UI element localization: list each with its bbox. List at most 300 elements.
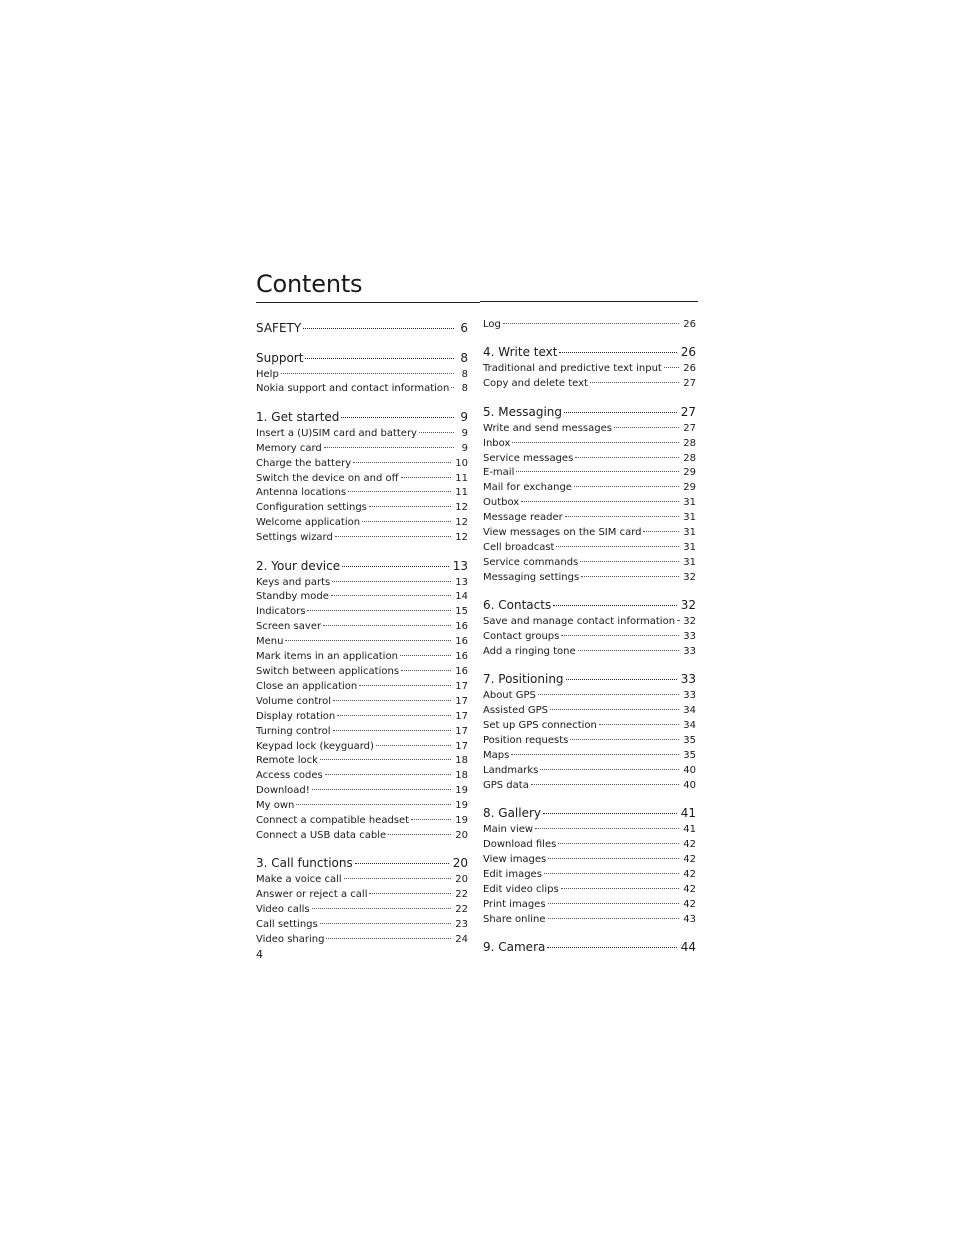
toc-entry-connect-a-usb-data-cable[interactable] bbox=[256, 829, 468, 844]
dot-leader bbox=[535, 828, 679, 829]
toc-entry-label: Main view bbox=[483, 824, 534, 836]
toc-page-number: 44 bbox=[680, 940, 696, 955]
toc-page-number: 19 bbox=[455, 815, 468, 827]
toc-page-number: 31 bbox=[683, 527, 696, 539]
toc-page-number: 12 bbox=[455, 517, 468, 529]
toc-heading-1-get-started[interactable] bbox=[256, 407, 468, 427]
dot-leader bbox=[307, 610, 451, 611]
toc-heading-6-contacts[interactable] bbox=[483, 595, 696, 615]
toc-entry-label: Contact groups bbox=[483, 631, 560, 643]
toc-page-number: 13 bbox=[452, 558, 468, 573]
toc-section bbox=[483, 803, 696, 927]
toc-entry-download-files[interactable] bbox=[483, 838, 696, 853]
toc-page-number: 18 bbox=[455, 755, 468, 767]
toc-entry-traditional-and-predictive-text-input[interactable] bbox=[483, 362, 696, 377]
toc-page-number: 17 bbox=[455, 695, 468, 707]
toc-right-column bbox=[483, 318, 696, 967]
toc-entry-label: Switch between applications bbox=[256, 666, 400, 677]
toc-entry-label: Indicators bbox=[256, 606, 306, 618]
toc-entry-mark-items-in-an-application[interactable] bbox=[256, 650, 468, 665]
toc-entry-menu[interactable] bbox=[256, 635, 468, 650]
toc-entry-charge-the-battery[interactable] bbox=[256, 457, 468, 472]
toc-section bbox=[256, 407, 468, 546]
toc-page-number: 33 bbox=[680, 672, 696, 687]
toc-entry-label: My own bbox=[256, 800, 295, 812]
toc-entry-label: Maps bbox=[483, 750, 510, 762]
toc-page-number: 8 bbox=[460, 350, 468, 365]
toc-section bbox=[256, 318, 468, 338]
toc-entry-label: Nokia support and contact information bbox=[256, 383, 450, 395]
dot-leader bbox=[543, 813, 677, 814]
dot-leader bbox=[342, 566, 449, 567]
toc-entry-edit-video-clips[interactable] bbox=[483, 883, 696, 898]
toc-entry-label: Display rotation bbox=[256, 710, 336, 722]
toc-entry-label: Keys and parts bbox=[256, 576, 331, 588]
toc-entry-label: Outbox bbox=[483, 497, 520, 509]
toc-heading-label: 6. Contacts bbox=[483, 598, 552, 613]
toc-page-number: 27 bbox=[683, 422, 696, 434]
toc-entry-video-calls[interactable] bbox=[256, 903, 468, 918]
toc-page-number: 43 bbox=[683, 913, 696, 925]
toc-section bbox=[483, 402, 696, 586]
dot-leader bbox=[400, 655, 451, 656]
toc-entry-label: View images bbox=[483, 854, 547, 866]
toc-page-number: 33 bbox=[683, 646, 696, 657]
toc-page-number: 8 bbox=[461, 368, 468, 380]
toc-entry-label: Configuration settings bbox=[256, 502, 367, 514]
dot-leader bbox=[548, 903, 680, 904]
toc-entry-label: Welcome application bbox=[256, 517, 361, 529]
dot-leader bbox=[388, 834, 451, 835]
toc-page-number: 41 bbox=[680, 806, 696, 821]
toc-entry-label: Cell broadcast bbox=[483, 541, 555, 553]
toc-entry-label: Add a ringing tone bbox=[483, 646, 576, 657]
toc-entry-contact-groups[interactable] bbox=[483, 630, 696, 645]
dot-leader bbox=[333, 700, 451, 701]
toc-page-number: 33 bbox=[683, 631, 696, 643]
toc-heading-label: 9. Camera bbox=[483, 940, 546, 955]
dot-leader bbox=[544, 873, 679, 874]
toc-entry-label: Inbox bbox=[483, 437, 511, 449]
toc-entry-label: Share online bbox=[483, 913, 546, 925]
dot-leader bbox=[664, 367, 679, 368]
toc-entry-label: About GPS bbox=[483, 690, 536, 702]
toc-section bbox=[483, 318, 696, 333]
dot-leader bbox=[548, 858, 679, 859]
toc-entry-gps-data[interactable] bbox=[483, 779, 696, 794]
dot-leader bbox=[574, 486, 679, 487]
dot-leader bbox=[575, 457, 679, 458]
toc-entry-label: Download files bbox=[483, 839, 557, 851]
toc-section bbox=[256, 853, 468, 948]
toc-section bbox=[256, 556, 468, 844]
dot-leader bbox=[511, 754, 679, 755]
dot-leader bbox=[355, 863, 449, 864]
dot-leader bbox=[296, 804, 451, 805]
toc-page-number: 29 bbox=[683, 467, 696, 479]
dot-leader bbox=[590, 382, 679, 383]
toc-heading-8-gallery[interactable] bbox=[483, 803, 696, 823]
toc-entry-inbox[interactable] bbox=[483, 437, 696, 452]
dot-leader bbox=[516, 471, 679, 472]
title-rule-left bbox=[256, 302, 480, 303]
toc-page-number: 34 bbox=[683, 705, 696, 717]
toc-entry-label: Set up GPS connection bbox=[483, 720, 597, 732]
toc-page-number: 16 bbox=[455, 621, 468, 633]
toc-page-number: 23 bbox=[455, 919, 468, 931]
toc-entry-label: Copy and delete text bbox=[483, 378, 588, 390]
toc-entry-insert-a-u-sim-card-and-battery[interactable] bbox=[256, 427, 468, 442]
dot-leader bbox=[503, 323, 679, 324]
toc-heading-5-messaging[interactable] bbox=[483, 402, 696, 422]
toc-page-number: 17 bbox=[455, 740, 468, 752]
toc-page-number: 12 bbox=[455, 502, 468, 514]
toc-page-number: 19 bbox=[455, 785, 468, 797]
toc-page-number: 27 bbox=[683, 378, 696, 390]
toc-entry-label: Screen saver bbox=[256, 621, 322, 633]
toc-page-number: 27 bbox=[680, 404, 696, 419]
toc-entry-label: Remote lock bbox=[256, 755, 318, 767]
toc-entry-call-settings[interactable] bbox=[256, 918, 468, 933]
toc-entry-label: Answer or reject a call bbox=[256, 889, 368, 901]
toc-heading-label: 5. Messaging bbox=[483, 404, 563, 419]
page-title: Contents bbox=[256, 270, 363, 298]
toc-entry-mail-for-exchange[interactable] bbox=[483, 481, 696, 496]
toc-entry-my-own[interactable] bbox=[256, 799, 468, 814]
toc-entry-settings-wizard[interactable] bbox=[256, 531, 468, 546]
toc-page-number: 20 bbox=[455, 874, 468, 886]
toc-section bbox=[483, 595, 696, 660]
toc-page-number: 32 bbox=[683, 571, 696, 583]
toc-entry-welcome-application[interactable] bbox=[256, 516, 468, 531]
toc-entry-label: Video sharing bbox=[256, 934, 325, 945]
toc-page-number: 42 bbox=[683, 854, 696, 866]
dot-leader bbox=[531, 784, 679, 785]
toc-entry-label: Service messages bbox=[483, 452, 574, 464]
toc-entry-view-messages-on-the-sim-card[interactable] bbox=[483, 526, 696, 541]
toc-entry-access-codes[interactable] bbox=[256, 769, 468, 784]
toc-heading-3-call-functions[interactable] bbox=[256, 853, 468, 873]
toc-page-number: 20 bbox=[452, 856, 468, 871]
dot-leader bbox=[558, 843, 679, 844]
toc-entry-print-images[interactable] bbox=[483, 898, 696, 913]
dot-leader bbox=[614, 427, 679, 428]
toc-entry-label: Service commands bbox=[483, 556, 579, 568]
toc-page-number: 31 bbox=[683, 497, 696, 509]
toc-entry-service-messages[interactable] bbox=[483, 452, 696, 467]
dot-leader bbox=[320, 759, 451, 760]
dot-leader bbox=[643, 531, 679, 532]
toc-page-number: 33 bbox=[683, 690, 696, 702]
toc-page-number: 42 bbox=[683, 868, 696, 880]
dot-leader bbox=[566, 679, 677, 680]
toc-entry-label: Call settings bbox=[256, 919, 318, 931]
toc-entry-configuration-settings[interactable] bbox=[256, 501, 468, 516]
toc-page-number: 14 bbox=[455, 591, 468, 603]
dot-leader bbox=[331, 595, 451, 596]
toc-entry-label: View messages on the SIM card bbox=[483, 527, 642, 539]
toc-entry-label: Position requests bbox=[483, 735, 569, 747]
toc-page-number: 26 bbox=[680, 345, 696, 360]
dot-leader bbox=[451, 387, 454, 388]
dot-leader bbox=[344, 878, 452, 879]
toc-entry-label: Keypad lock (keyguard) bbox=[256, 740, 374, 752]
toc-entry-cell-broadcast[interactable] bbox=[483, 541, 696, 556]
dot-leader bbox=[353, 462, 451, 463]
toc-heading-label: Support bbox=[256, 350, 304, 365]
toc-entry-standby-mode[interactable] bbox=[256, 590, 468, 605]
dot-leader bbox=[565, 516, 679, 517]
dot-leader bbox=[303, 328, 454, 329]
toc-page-number: 35 bbox=[683, 735, 696, 747]
toc-entry-label: Connect a USB data cable bbox=[256, 829, 387, 841]
toc-page-number: 20 bbox=[455, 829, 468, 841]
toc-entry-indicators[interactable] bbox=[256, 605, 468, 620]
dot-leader bbox=[369, 506, 451, 507]
toc-heading-label: 7. Positioning bbox=[483, 672, 564, 687]
toc-page-number: 26 bbox=[683, 319, 696, 330]
toc-page-number: 6 bbox=[460, 321, 468, 335]
dot-leader bbox=[677, 620, 679, 621]
dot-leader bbox=[548, 918, 680, 919]
toc-entry-edit-images[interactable] bbox=[483, 868, 696, 883]
toc-page-number: 22 bbox=[455, 889, 468, 901]
toc-page-number: 31 bbox=[683, 556, 696, 568]
toc-page-number: 40 bbox=[683, 764, 696, 776]
toc-page-number: 16 bbox=[455, 651, 468, 663]
toc-entry-answer-or-reject-a-call[interactable] bbox=[256, 888, 468, 903]
toc-entry-label: Access codes bbox=[256, 770, 323, 782]
dot-leader bbox=[570, 739, 679, 740]
toc-entry-label: E-mail bbox=[483, 467, 515, 479]
toc-page-number: 12 bbox=[455, 532, 468, 544]
dot-leader bbox=[401, 670, 451, 671]
toc-entry-label: Help bbox=[256, 368, 279, 380]
title-rule-right bbox=[480, 301, 698, 302]
toc-entry-outbox[interactable] bbox=[483, 496, 696, 511]
dot-leader bbox=[335, 536, 451, 537]
toc-heading-2-your-device[interactable] bbox=[256, 556, 468, 576]
dot-leader bbox=[323, 625, 451, 626]
toc-entry-label: Edit images bbox=[483, 868, 542, 880]
toc-entry-label: Mark items in an application bbox=[256, 651, 398, 663]
toc-page-number: 34 bbox=[683, 720, 696, 732]
dot-leader bbox=[376, 745, 451, 746]
toc-heading-label: 8. Gallery bbox=[483, 806, 542, 821]
toc-page-number: 15 bbox=[455, 606, 468, 618]
toc-entry-screen-saver[interactable] bbox=[256, 620, 468, 635]
toc-entry-label: Charge the battery bbox=[256, 457, 352, 469]
toc-entry-memory-card[interactable] bbox=[256, 442, 468, 457]
toc-entry-save-and-manage-contact-information[interactable] bbox=[483, 615, 696, 630]
dot-leader bbox=[332, 581, 451, 582]
toc-entry-help[interactable] bbox=[256, 368, 468, 383]
dot-leader bbox=[512, 442, 679, 443]
toc-page-number: 26 bbox=[683, 363, 696, 375]
dot-leader bbox=[559, 352, 676, 353]
toc-page-number: 9 bbox=[460, 409, 468, 424]
toc-page-number: 9 bbox=[461, 427, 468, 439]
toc-entry-label: Antenna locations bbox=[256, 487, 347, 499]
toc-entry-label: Assisted GPS bbox=[483, 705, 548, 717]
toc-entry-keypad-lock-keyguard[interactable] bbox=[256, 740, 468, 755]
toc-page-number: 29 bbox=[683, 482, 696, 494]
toc-entry-label: Switch the device on and off bbox=[256, 472, 399, 484]
toc-entry-label: Messaging settings bbox=[483, 571, 580, 583]
toc-entry-switch-between-applications[interactable] bbox=[256, 665, 468, 680]
toc-heading-label: SAFETY bbox=[256, 321, 302, 335]
toc-page-number: 40 bbox=[683, 779, 696, 791]
toc-entry-assisted-gps[interactable] bbox=[483, 704, 696, 719]
dot-leader bbox=[538, 694, 679, 695]
toc-page-number: 16 bbox=[455, 666, 468, 677]
toc-entry-set-up-gps-connection[interactable] bbox=[483, 719, 696, 734]
toc-entry-download[interactable] bbox=[256, 784, 468, 799]
toc-heading-label: 2. Your device bbox=[256, 558, 341, 573]
toc-entry-video-sharing[interactable] bbox=[256, 933, 468, 948]
toc-entry-log[interactable] bbox=[483, 318, 696, 333]
toc-page-number: 35 bbox=[683, 750, 696, 762]
toc-page-number: 11 bbox=[455, 487, 468, 499]
dot-leader bbox=[320, 923, 452, 924]
toc-entry-position-requests[interactable] bbox=[483, 734, 696, 749]
toc-page-number: 22 bbox=[455, 904, 468, 916]
toc-entry-label: Message reader bbox=[483, 512, 563, 524]
dot-leader bbox=[312, 789, 452, 790]
toc-entry-connect-a-compatible-headset[interactable] bbox=[256, 814, 468, 829]
toc-entry-e-mail[interactable] bbox=[483, 466, 696, 481]
dot-leader bbox=[550, 709, 679, 710]
dot-leader bbox=[312, 908, 452, 909]
toc-entry-label: GPS data bbox=[483, 779, 529, 791]
toc-heading-7-positioning[interactable] bbox=[483, 669, 696, 689]
toc-entry-label: Download! bbox=[256, 785, 310, 797]
dot-leader bbox=[325, 774, 452, 775]
toc-section bbox=[483, 669, 696, 793]
page-number: 4 bbox=[256, 948, 263, 961]
toc-page-number: 10 bbox=[455, 457, 468, 469]
toc-heading-safety[interactable] bbox=[256, 318, 468, 338]
dot-leader bbox=[547, 947, 676, 948]
toc-entry-service-commands[interactable] bbox=[483, 556, 696, 571]
toc-entry-label: Traditional and predictive text input bbox=[483, 363, 662, 375]
dot-leader bbox=[333, 730, 452, 731]
toc-heading-4-write-text[interactable] bbox=[483, 342, 696, 362]
toc-left-column bbox=[256, 318, 468, 957]
toc-entry-switch-the-device-on-and-off[interactable] bbox=[256, 472, 468, 487]
toc-entry-remote-lock[interactable] bbox=[256, 754, 468, 769]
toc-entry-label: Write and send messages bbox=[483, 422, 612, 434]
toc-entry-label: Mail for exchange bbox=[483, 482, 572, 494]
toc-entry-copy-and-delete-text[interactable] bbox=[483, 377, 696, 392]
toc-page-number: 28 bbox=[683, 452, 696, 464]
toc-page-number: 32 bbox=[680, 598, 696, 613]
toc-section bbox=[483, 342, 696, 392]
toc-page-number: 19 bbox=[455, 800, 468, 812]
dot-leader bbox=[521, 501, 679, 502]
toc-entry-label: Volume control bbox=[256, 695, 332, 707]
toc-heading-9-camera[interactable] bbox=[483, 937, 696, 957]
dot-leader bbox=[305, 358, 454, 359]
toc-entry-close-an-application[interactable] bbox=[256, 680, 468, 695]
toc-entry-label: Connect a compatible headset bbox=[256, 815, 410, 827]
toc-entry-about-gps[interactable] bbox=[483, 689, 696, 704]
toc-entry-view-images[interactable] bbox=[483, 853, 696, 868]
dot-leader bbox=[540, 769, 679, 770]
toc-page-number: 42 bbox=[683, 839, 696, 851]
toc-page-number: 28 bbox=[683, 437, 696, 449]
toc-heading-label: 1. Get started bbox=[256, 409, 340, 424]
toc-entry-label: Landmarks bbox=[483, 764, 539, 776]
toc-entry-nokia-support-and-contact-information[interactable] bbox=[256, 382, 468, 397]
toc-entry-share-online[interactable] bbox=[483, 913, 696, 928]
toc-page-number: 24 bbox=[455, 934, 468, 945]
toc-page-number: 32 bbox=[683, 616, 696, 628]
toc-page-number: 17 bbox=[455, 710, 468, 722]
toc-entry-message-reader[interactable] bbox=[483, 511, 696, 526]
dot-leader bbox=[556, 546, 679, 547]
toc-page-number: 17 bbox=[455, 725, 468, 737]
toc-entry-display-rotation[interactable] bbox=[256, 710, 468, 725]
toc-entry-label: Log bbox=[483, 319, 501, 330]
dot-leader bbox=[561, 888, 680, 889]
toc-entry-write-and-send-messages[interactable] bbox=[483, 422, 696, 437]
dot-leader bbox=[337, 715, 451, 716]
dot-leader bbox=[369, 893, 451, 894]
toc-entry-label: Close an application bbox=[256, 680, 358, 692]
toc-page-number: 9 bbox=[461, 442, 468, 454]
dot-leader bbox=[401, 477, 452, 478]
toc-section bbox=[483, 937, 696, 957]
toc-entry-maps[interactable] bbox=[483, 749, 696, 764]
toc-entry-label: Edit video clips bbox=[483, 883, 559, 895]
dot-leader bbox=[553, 605, 677, 606]
dot-leader bbox=[411, 819, 451, 820]
toc-page-number: 31 bbox=[683, 541, 696, 553]
toc-entry-antenna-locations[interactable] bbox=[256, 486, 468, 501]
toc-entry-messaging-settings[interactable] bbox=[483, 571, 696, 586]
toc-entry-label: Standby mode bbox=[256, 591, 329, 603]
dot-leader bbox=[580, 561, 679, 562]
toc-entry-label: Settings wizard bbox=[256, 532, 333, 544]
toc-heading-label: 3. Call functions bbox=[256, 856, 353, 871]
toc-page-number: 13 bbox=[455, 576, 468, 588]
toc-entry-volume-control[interactable] bbox=[256, 695, 468, 710]
toc-entry-turning-control[interactable] bbox=[256, 725, 468, 740]
toc-entry-add-a-ringing-tone[interactable] bbox=[483, 645, 696, 660]
toc-entry-keys-and-parts[interactable] bbox=[256, 576, 468, 591]
toc-entry-make-a-voice-call[interactable] bbox=[256, 873, 468, 888]
dot-leader bbox=[578, 650, 680, 651]
toc-entry-label: Print images bbox=[483, 898, 546, 910]
toc-heading-label: 4. Write text bbox=[483, 345, 558, 360]
toc-entry-main-view[interactable] bbox=[483, 823, 696, 838]
toc-page-number: 16 bbox=[455, 636, 468, 648]
dot-leader bbox=[419, 432, 454, 433]
toc-heading-support[interactable] bbox=[256, 348, 468, 368]
toc-entry-label: Insert a (U)SIM card and battery bbox=[256, 427, 417, 439]
dot-leader bbox=[362, 521, 451, 522]
dot-leader bbox=[581, 576, 679, 577]
dot-leader bbox=[564, 412, 677, 413]
toc-page-number: 18 bbox=[455, 770, 468, 782]
dot-leader bbox=[285, 640, 451, 641]
dot-leader bbox=[281, 373, 454, 374]
toc-entry-landmarks[interactable] bbox=[483, 764, 696, 779]
toc-page-number: 42 bbox=[683, 898, 696, 910]
dot-leader bbox=[348, 491, 451, 492]
toc-entry-label: Memory card bbox=[256, 442, 322, 454]
